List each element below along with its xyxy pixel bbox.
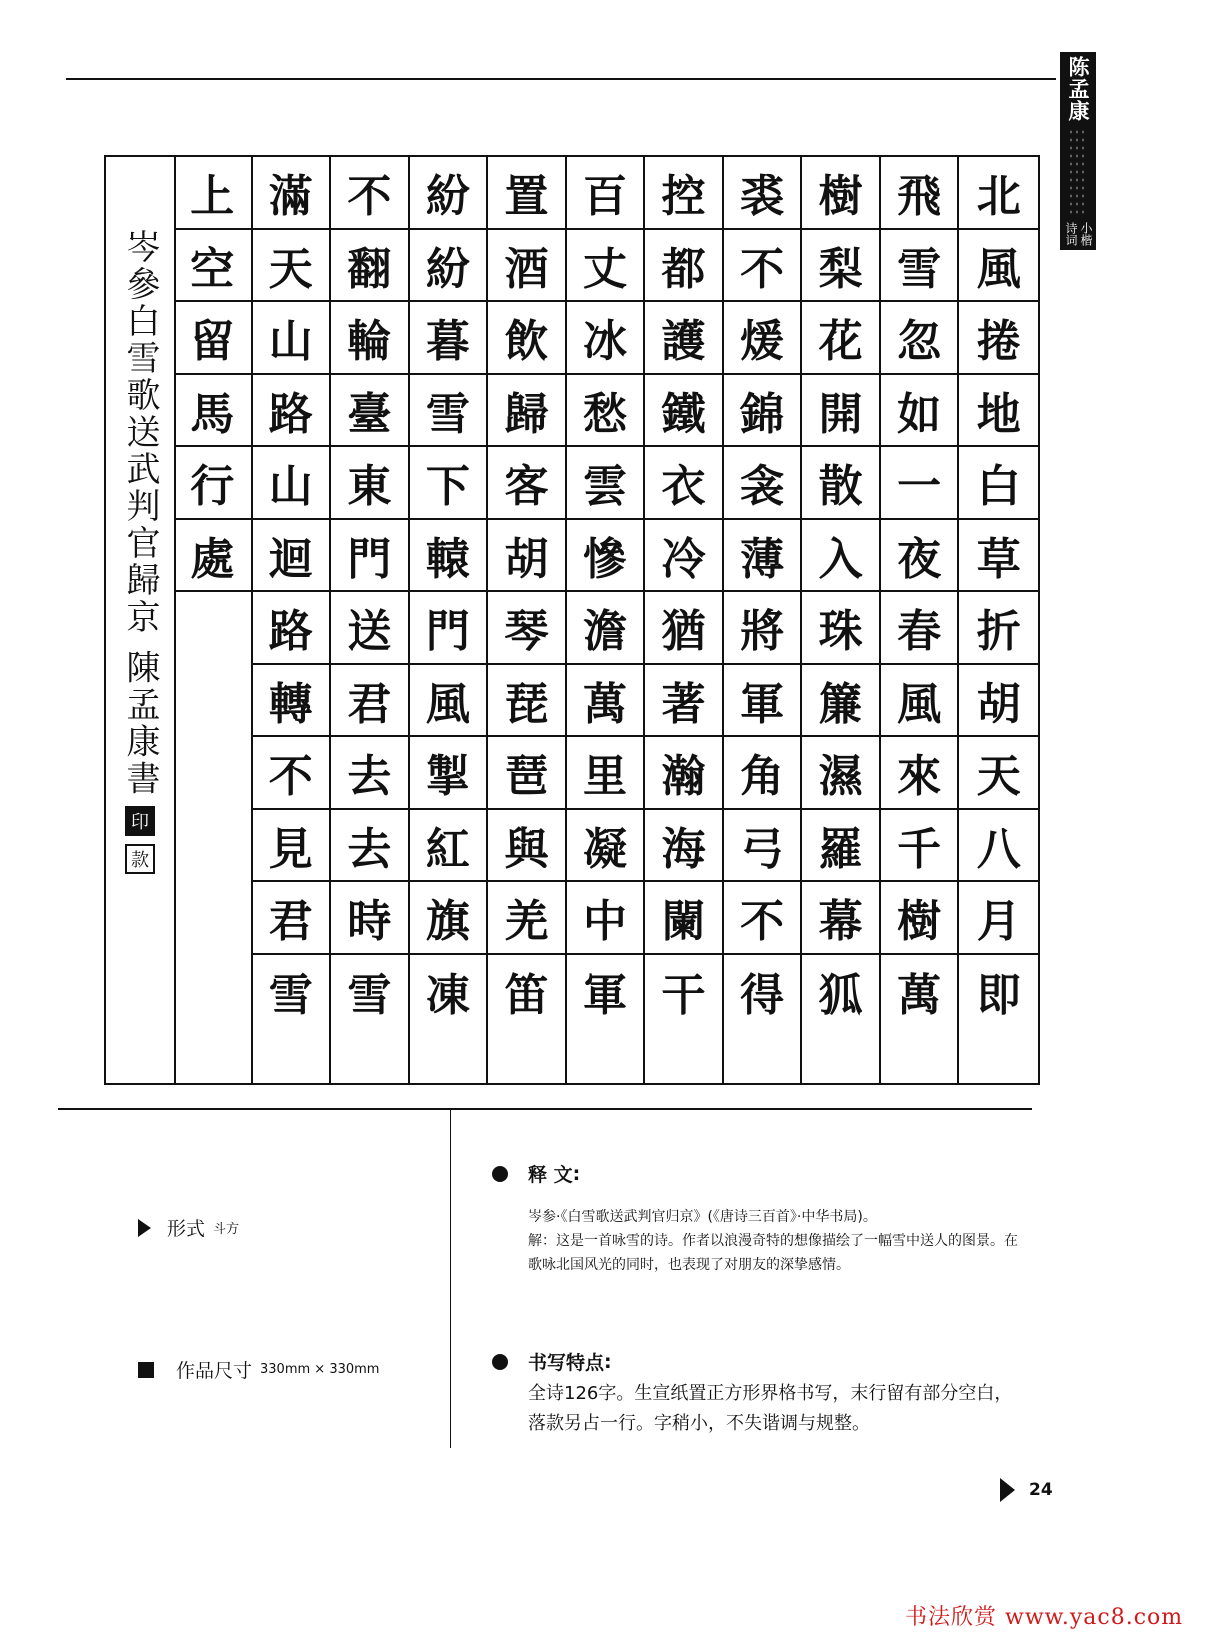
- character-cell: 笛: [504, 969, 549, 1021]
- character-cell: 轅: [410, 520, 487, 593]
- character-cell: 捲: [959, 302, 1038, 375]
- character-cell: 百: [567, 157, 644, 230]
- character-cell: 馬: [174, 375, 251, 448]
- translation-title: 释 文: [528, 1164, 573, 1186]
- character-cell: 折: [959, 592, 1038, 665]
- character-cell: 弓: [724, 810, 801, 883]
- category-style: 小楷: [1079, 222, 1093, 246]
- character-cell: 旗: [410, 882, 487, 955]
- character-cell: 去: [331, 810, 408, 883]
- character-cell: 上: [174, 157, 251, 230]
- character-cell: 見: [253, 810, 330, 883]
- character-cell: 角: [724, 737, 801, 810]
- character-cell: 留: [174, 302, 251, 375]
- section-rule: [58, 1108, 1032, 1110]
- character-cell: 護: [645, 302, 722, 375]
- size-value: 330mm × 330mm: [260, 1362, 380, 1377]
- character-cell: 空: [174, 230, 251, 303]
- size-info: [138, 1356, 379, 1383]
- translation-source: 岑参·《白雪歌送武判官归京》(《唐诗三百首》·中华书局)。: [528, 1209, 877, 1225]
- character-cell: 琶: [488, 737, 565, 810]
- character-cell: 冰: [567, 302, 644, 375]
- form-info: [138, 1214, 239, 1241]
- character-cell: 路: [253, 375, 330, 448]
- character-cell: 冷: [645, 520, 722, 593]
- character-cell: 闌: [645, 882, 722, 955]
- triangle-bullet-icon: [138, 1219, 151, 1237]
- features-text: 全诗126字。生宣纸置正方形界格书写，末行留有部分空白，落款另占一行。字稍小，不失谐调与规整。: [528, 1383, 1013, 1434]
- empty-cell: [174, 592, 251, 665]
- character-cell: 天: [253, 230, 330, 303]
- character-cell: 凍: [425, 969, 470, 1021]
- character-cell: 山: [253, 447, 330, 520]
- character-cell: 飲: [488, 302, 565, 375]
- character-cell: 行: [174, 447, 251, 520]
- character-cell: 君: [331, 665, 408, 738]
- character-cell: 地: [959, 375, 1038, 448]
- character-cell: 樹: [881, 882, 958, 955]
- signature-column: [106, 157, 176, 1083]
- character-cell: 草: [959, 520, 1038, 593]
- character-cell: 丈: [567, 230, 644, 303]
- character-cell: 雪: [881, 230, 958, 303]
- text-column: [645, 157, 724, 1083]
- character-cell: 鐵: [645, 375, 722, 448]
- character-cell: 歸: [488, 375, 565, 448]
- character-cell: 掣: [410, 737, 487, 810]
- features-section: 书写特点 : 全诗126字。生宣纸置正方形界格书写，末行留有部分空白，落款另占一行。字稍小，不失谐调与规整。: [492, 1348, 1028, 1439]
- character-cell: 狐: [818, 969, 863, 1021]
- character-cell: 胡: [488, 520, 565, 593]
- character-cell: 軍: [724, 665, 801, 738]
- character-cell: 軍: [582, 969, 627, 1021]
- character-cell: 時: [331, 882, 408, 955]
- character-cell: 慘: [567, 520, 644, 593]
- character-cell: 迴: [253, 520, 330, 593]
- character-cell: 八: [959, 810, 1038, 883]
- character-cell: 去: [331, 737, 408, 810]
- empty-cell: [174, 810, 251, 883]
- character-cell: 得: [740, 969, 785, 1021]
- character-cell: 凝: [567, 810, 644, 883]
- form-value: 斗方: [213, 1222, 240, 1237]
- text-column: [567, 157, 646, 1083]
- character-cell: 山: [253, 302, 330, 375]
- square-bullet-icon: [138, 1362, 154, 1378]
- character-cell: 東: [331, 447, 408, 520]
- character-cell: 處: [174, 520, 251, 593]
- character-cell: 中: [567, 882, 644, 955]
- character-cell: 衾: [724, 447, 801, 520]
- character-cell: 煖: [724, 302, 801, 375]
- character-cell: 羌: [488, 882, 565, 955]
- character-cell: 輪: [331, 302, 408, 375]
- character-cell: 暮: [410, 302, 487, 375]
- character-cell: 君: [253, 882, 330, 955]
- character-cell: 即: [976, 969, 1021, 1021]
- character-cell: 忽: [881, 302, 958, 375]
- character-cell: 不: [253, 737, 330, 810]
- character-cell: 錦: [724, 375, 801, 448]
- character-cell: 滿: [253, 157, 330, 230]
- category-label: [1064, 222, 1092, 246]
- text-column: [174, 157, 253, 1083]
- character-cell: 臺: [331, 375, 408, 448]
- character-cell: 都: [645, 230, 722, 303]
- text-column: [488, 157, 567, 1083]
- character-cell: 裘: [724, 157, 801, 230]
- translation-section: 释 文 : 岑参·《白雪歌送武判官归京》(《唐诗三百首》·中华书局)。 解：这是一首咏雪的诗。作者以浪漫奇特的想像描绘了一幅雪中送人的图景。在歌咏北国风光的同时，也表现了对朋友的深挚感情。: [492, 1160, 1028, 1277]
- text-column: [802, 157, 881, 1083]
- character-cell: 瀚: [645, 737, 722, 810]
- character-cell: 飛: [881, 157, 958, 230]
- character-cell: 紛: [410, 157, 487, 230]
- text-column: [331, 157, 410, 1083]
- character-cell: 濕: [802, 737, 879, 810]
- character-cell: 梨: [802, 230, 879, 303]
- character-cell: 花: [802, 302, 879, 375]
- character-cell: 不: [331, 157, 408, 230]
- character-cell: 如: [881, 375, 958, 448]
- signature-text: 岑參白雪歌送武判官歸京 陳孟康書: [120, 229, 160, 798]
- text-column: [724, 157, 803, 1083]
- empty-cell: [174, 665, 251, 738]
- character-cell: 控: [645, 157, 722, 230]
- character-cell: 胡: [959, 665, 1038, 738]
- circle-bullet-icon: [492, 1354, 508, 1370]
- character-cell: 門: [331, 520, 408, 593]
- seal-icon: 款: [125, 844, 155, 874]
- text-column: [881, 157, 960, 1083]
- empty-cell: [174, 955, 251, 1028]
- character-cell: 海: [645, 810, 722, 883]
- character-cell: 來: [881, 737, 958, 810]
- character-cell: 入: [802, 520, 879, 593]
- character-cell: 天: [959, 737, 1038, 810]
- character-cell: 置: [488, 157, 565, 230]
- column-divider: [450, 1108, 451, 1448]
- character-cell: 散: [802, 447, 879, 520]
- category-genre: 诗词: [1064, 222, 1078, 246]
- character-cell: 幕: [802, 882, 879, 955]
- character-cell: 琴: [488, 592, 565, 665]
- character-cell: 不: [724, 882, 801, 955]
- text-column: [253, 157, 332, 1083]
- character-cell: 著: [645, 665, 722, 738]
- form-label: 形式: [167, 1218, 206, 1240]
- character-cell: 簾: [802, 665, 879, 738]
- character-cell: 風: [881, 665, 958, 738]
- character-cell: 紅: [410, 810, 487, 883]
- seal-icon: 印: [125, 806, 155, 836]
- character-cell: 不: [724, 230, 801, 303]
- character-cell: 路: [253, 592, 330, 665]
- character-cell: 風: [410, 665, 487, 738]
- character-cell: 開: [802, 375, 879, 448]
- character-cell: 酒: [488, 230, 565, 303]
- empty-cell: [174, 882, 251, 955]
- character-cell: 送: [331, 592, 408, 665]
- character-cell: 客: [488, 447, 565, 520]
- character-cell: 夜: [881, 520, 958, 593]
- character-cell: 雪: [347, 969, 392, 1021]
- character-cell: 下: [410, 447, 487, 520]
- character-cell: 里: [567, 737, 644, 810]
- character-cell: 北: [959, 157, 1038, 230]
- character-cell: 轉: [253, 665, 330, 738]
- translation-explanation: 解：这是一首咏雪的诗。作者以浪漫奇特的想像描绘了一幅雪中送人的图景。在歌咏北国风光的同时，也表现了对朋友的深挚感情。: [528, 1233, 1018, 1273]
- character-cell: 猶: [645, 592, 722, 665]
- chapter-tab: [1060, 52, 1096, 250]
- character-cell: 門: [410, 592, 487, 665]
- header-rule: [66, 78, 1056, 80]
- character-cell: 與: [488, 810, 565, 883]
- character-cell: 干: [661, 969, 706, 1021]
- decorative-pattern: [1068, 128, 1088, 216]
- character-cell: 萬: [897, 969, 942, 1021]
- character-cell: 春: [881, 592, 958, 665]
- character-cell: 萬: [567, 665, 644, 738]
- character-cell: 將: [724, 592, 801, 665]
- calligraphy-grid: [104, 155, 1040, 1085]
- character-cell: 千: [881, 810, 958, 883]
- character-cell: 衣: [645, 447, 722, 520]
- character-cell: 風: [959, 230, 1038, 303]
- character-cell: 珠: [802, 592, 879, 665]
- character-cell: 雪: [268, 969, 313, 1021]
- page-number: [1000, 1478, 1053, 1502]
- character-cell: 樹: [802, 157, 879, 230]
- size-label: 作品尺寸: [176, 1360, 253, 1382]
- circle-bullet-icon: [492, 1166, 508, 1182]
- text-column: [410, 157, 489, 1083]
- character-cell: 一: [881, 447, 958, 520]
- character-cell: 琵: [488, 665, 565, 738]
- character-cell: 澹: [567, 592, 644, 665]
- character-cell: 翻: [331, 230, 408, 303]
- character-cell: 羅: [802, 810, 879, 883]
- author-name: 陈孟康: [1066, 56, 1090, 122]
- features-title: 书写特点: [528, 1352, 605, 1374]
- empty-cell: [174, 737, 251, 810]
- text-column: [959, 157, 1038, 1083]
- character-cell: 雲: [567, 447, 644, 520]
- triangle-marker-icon: [1000, 1478, 1015, 1502]
- character-cell: 雪: [410, 375, 487, 448]
- character-cell: 紛: [410, 230, 487, 303]
- character-cell: 愁: [567, 375, 644, 448]
- character-cell: 月: [959, 882, 1038, 955]
- character-cell: 薄: [724, 520, 801, 593]
- page-number-value: 24: [1029, 1480, 1053, 1500]
- watermark: 书法欣赏 www.yac8.com: [905, 1605, 1184, 1630]
- character-cell: 白: [959, 447, 1038, 520]
